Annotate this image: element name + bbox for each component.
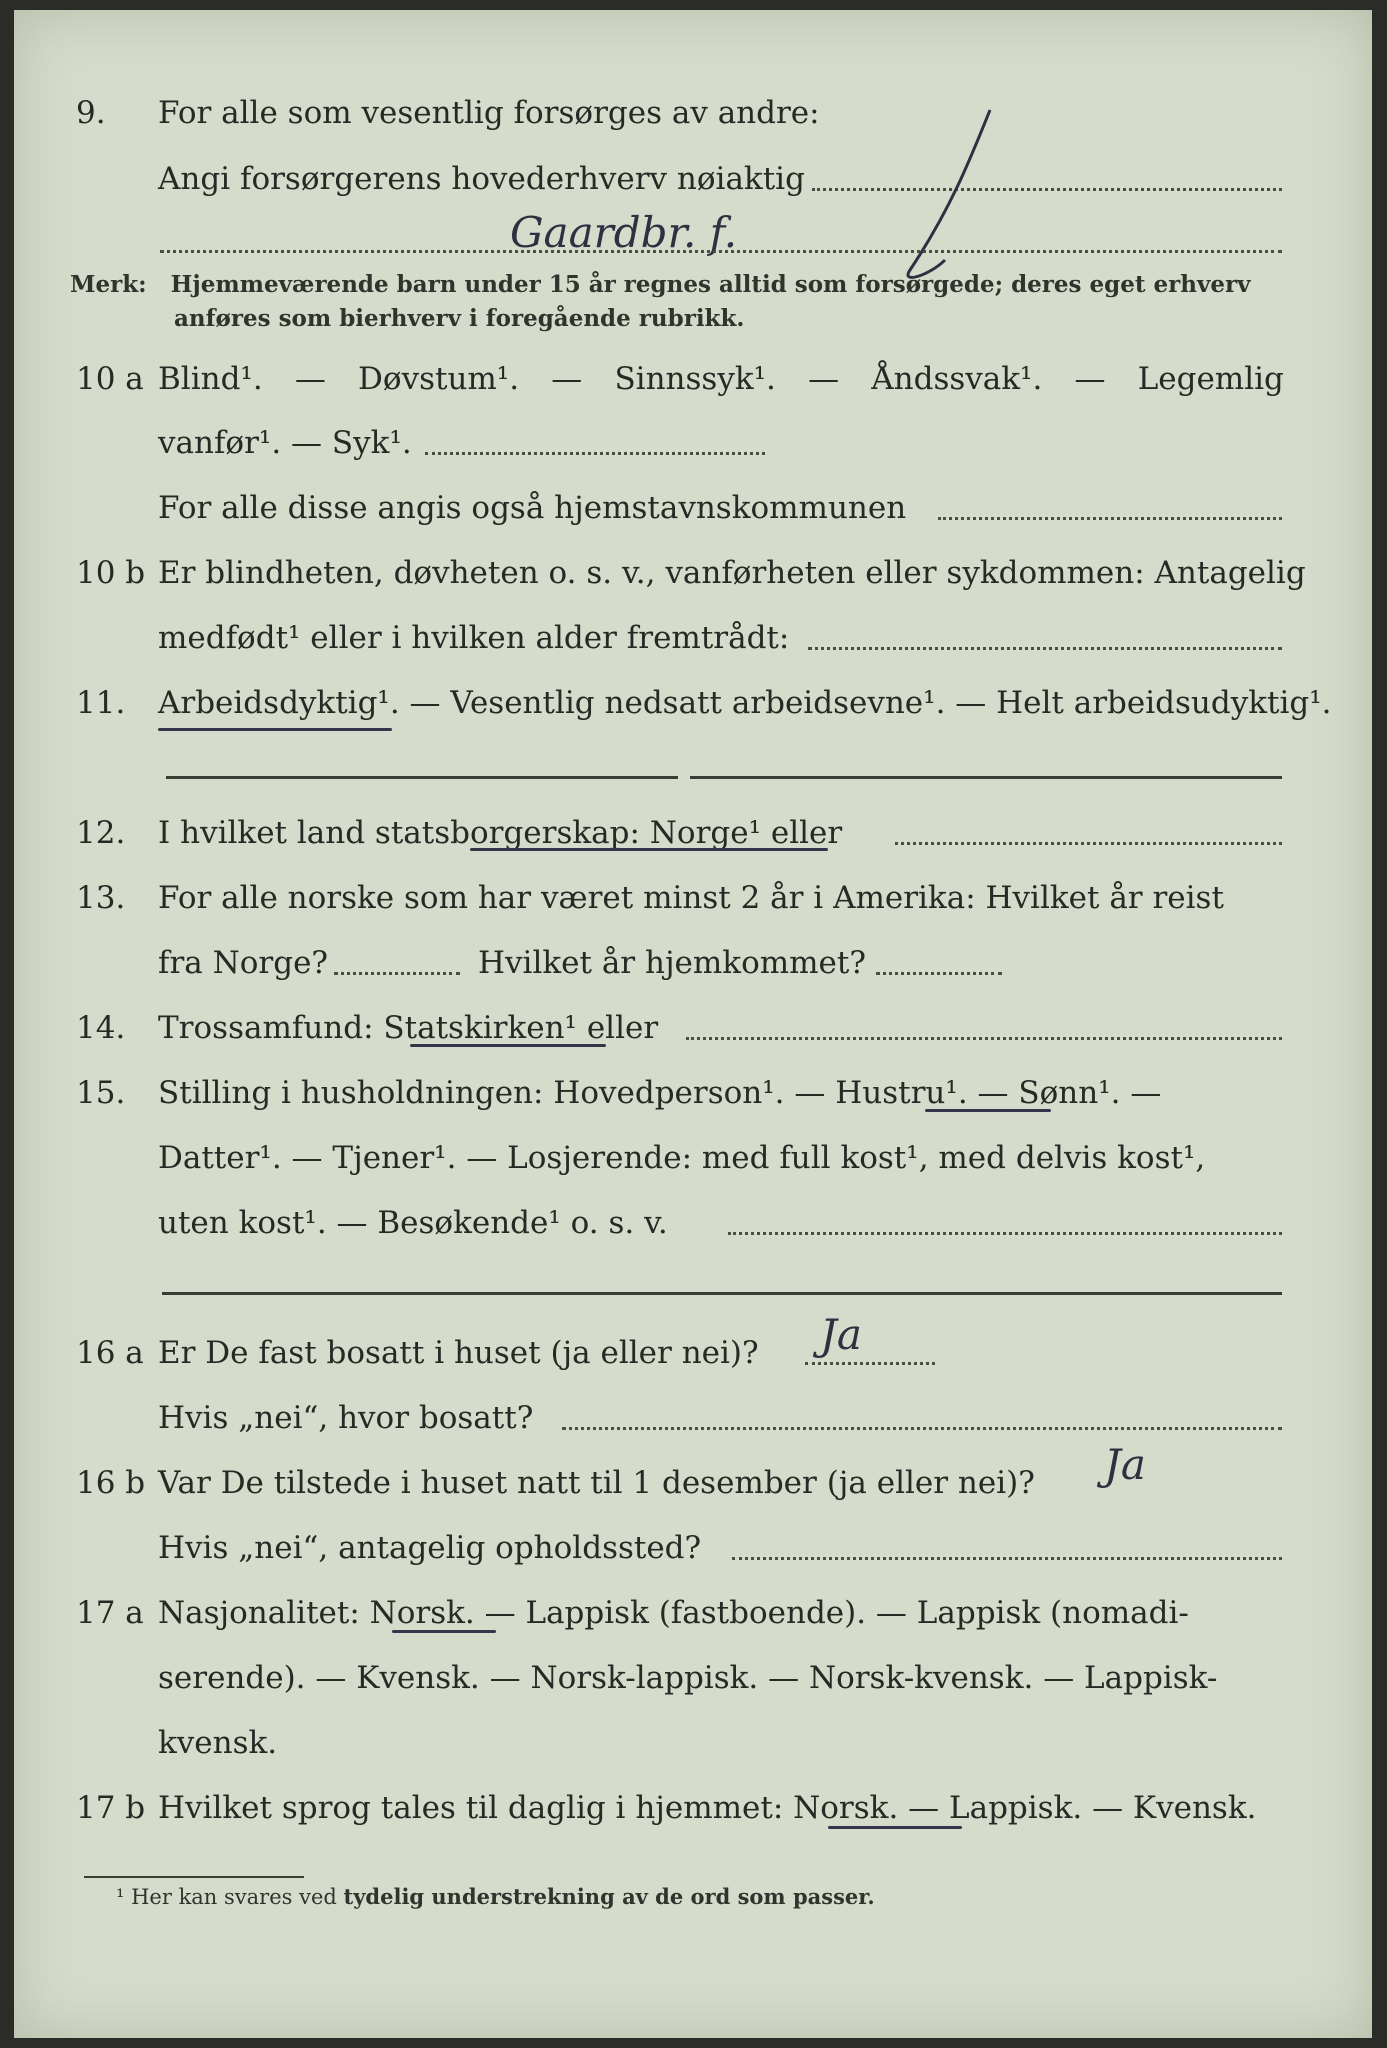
question-number: 15. [76, 1075, 126, 1111]
handwritten-underline [828, 1826, 962, 1829]
question-text: Trossamfund: Statskirken¹ eller [158, 1010, 659, 1046]
question-14 [0, 1005, 1387, 1051]
question-13 [0, 875, 1387, 921]
question-16b-line-2 [0, 1525, 1387, 1571]
handwritten-underline [470, 848, 828, 851]
question-13-line-2 [0, 940, 1387, 986]
answer-option: Sinnssyk¹. [614, 361, 776, 397]
question-number: 17 b [76, 1790, 146, 1826]
answer-option: Legemlig [1137, 361, 1284, 397]
question-text: Er De fast bosatt i huset (ja eller nei)? [158, 1335, 759, 1371]
question-text: Hvilket sprog tales til daglig i hjemmet: Norsk. — Lappisk. — Kvensk. [158, 1790, 1257, 1826]
question-text: For alle norske som har været minst 2 år i Amerika: Hvilket år reist [158, 880, 1224, 916]
question-number: 12. [76, 815, 126, 851]
answer-dotted-line-year-left[interactable] [334, 972, 460, 975]
question-17a-line-3 [0, 1720, 1387, 1766]
question-15-line-2 [0, 1135, 1387, 1181]
question-text: Angi forsørgerens hovederhverv nøiaktig [158, 161, 805, 197]
footnote-mark: ¹ [116, 1885, 125, 1909]
note-line-1 [70, 268, 1250, 302]
question-text: medfødt¹ eller i hvilken alder fremtrådt: [158, 620, 790, 656]
question-number: 17 a [76, 1595, 144, 1631]
question-number: 16 a [76, 1335, 144, 1371]
question-text: Stilling i husholdningen: Hovedperson¹. — Hustru¹. — Sønn¹. — [158, 1075, 1162, 1111]
answer-line[interactable] [166, 776, 678, 779]
answer-dotted-line[interactable] [728, 1232, 1282, 1235]
question-text: Hvis „nei“, antagelig opholdssted? [158, 1530, 702, 1566]
handwritten-underline [925, 1109, 1051, 1112]
answer-dotted-line[interactable] [686, 1037, 1282, 1040]
question-text: Hvilket år hjemkommet? [478, 945, 866, 981]
question-text: Nasjonalitet: Norsk. — Lappisk (fastboende). — Lappisk (nomadi- [158, 1595, 1189, 1631]
question-text: uten kost¹. — Besøkende¹ o. s. v. [158, 1205, 668, 1241]
question-number: 9. [76, 95, 106, 131]
answer-dotted-line[interactable] [425, 452, 765, 455]
answer-option: — [294, 361, 326, 397]
question-text: kvensk. [158, 1725, 278, 1761]
question-text [158, 356, 1284, 402]
answer-dotted-line-year-returned[interactable] [876, 972, 1002, 975]
question-number: 11. [76, 685, 126, 721]
question-text: For alle disse angis også hjemstavnskommunen [158, 490, 907, 526]
question-17a-line-2 [0, 1655, 1387, 1701]
footnote [116, 1884, 875, 1909]
question-10a [0, 356, 1387, 402]
answer-line[interactable] [162, 1292, 1282, 1295]
handwritten-answer: Ja [820, 1310, 862, 1359]
question-text: Arbeidsdyktig¹. — Vesentlig nedsatt arbeidsevne¹. — Helt arbeidsudyktig¹. [158, 685, 1332, 721]
footnote-emphasis: tydelig understrekning av de ord som passer. [343, 1884, 875, 1909]
question-text: Er blindheten, døvheten o. s. v., vanførheten eller sykdommen: Antagelig [158, 555, 1306, 591]
answer-option: Åndssvak¹. [871, 361, 1043, 397]
question-10a-line-2 [0, 420, 1387, 466]
question-number: 10 a [76, 361, 144, 397]
answer-dotted-line[interactable] [562, 1427, 1282, 1430]
answer-line[interactable] [690, 776, 1282, 779]
handwritten-answer: Gaardbr. f. [510, 208, 738, 257]
question-text: Hvis „nei“, hvor bosatt? [158, 1400, 534, 1436]
question-16a [0, 1330, 1387, 1376]
answer-dotted-line[interactable] [938, 517, 1282, 520]
answer-option: — [808, 361, 840, 397]
note-line-2: anføres som bierhverv i foregående rubrikk. [174, 305, 745, 332]
question-15 [0, 1070, 1387, 1116]
answer-option: Blind¹. [158, 361, 263, 397]
answer-option: — [551, 361, 583, 397]
answer-option: Døvstum¹. [358, 361, 520, 397]
question-9 [0, 90, 1387, 136]
question-16b [0, 1460, 1387, 1506]
note-label: Merk: [70, 271, 147, 298]
question-10b [0, 550, 1387, 596]
handwritten-underline [410, 1044, 606, 1047]
question-text: I hvilket land statsborgerskap: Norge¹ eller [158, 815, 843, 851]
handwritten-underline [392, 1630, 496, 1633]
footnote-rule [84, 1876, 304, 1878]
question-text: fra Norge? [158, 945, 329, 981]
question-text: For alle som vesentlig forsørges av andre: [158, 95, 820, 131]
question-number: 16 b [76, 1465, 146, 1501]
answer-dotted-line[interactable] [808, 647, 1282, 650]
answer-dotted-line[interactable] [732, 1557, 1282, 1560]
answer-dotted-line[interactable] [160, 250, 1282, 253]
question-15-line-3 [0, 1200, 1387, 1246]
question-17a [0, 1590, 1387, 1636]
answer-dotted-line[interactable] [805, 1362, 935, 1365]
question-10a-line-3 [0, 485, 1387, 531]
question-number: 13. [76, 880, 126, 916]
question-number: 10 b [76, 555, 146, 591]
question-10b-line-2 [0, 615, 1387, 661]
question-16a-line-2 [0, 1395, 1387, 1441]
handwritten-underline [158, 728, 392, 731]
note-text: Hjemmeværende barn under 15 år regnes alltid som forsørgede; deres eget erhverv [170, 271, 1251, 298]
answer-option: — [1074, 361, 1106, 397]
answer-dotted-line[interactable] [895, 842, 1282, 845]
question-text: Datter¹. — Tjener¹. — Losjerende: med full kost¹, med delvis kost¹, [158, 1140, 1206, 1176]
handwritten-answer: Ja [1104, 1440, 1146, 1489]
footnote-text: Her kan svares ved [131, 1885, 337, 1909]
question-number: 14. [76, 1010, 126, 1046]
question-11 [0, 680, 1387, 726]
question-17b [0, 1785, 1387, 1831]
question-text: Var De tilstede i huset natt til 1 desember (ja eller nei)? [158, 1465, 1035, 1501]
question-text: serende). — Kvensk. — Norsk-lappisk. — Norsk-kvensk. — Lappisk- [158, 1660, 1218, 1696]
question-9-line-2 [0, 156, 1387, 202]
question-text: vanfør¹. — Syk¹. [158, 425, 412, 461]
